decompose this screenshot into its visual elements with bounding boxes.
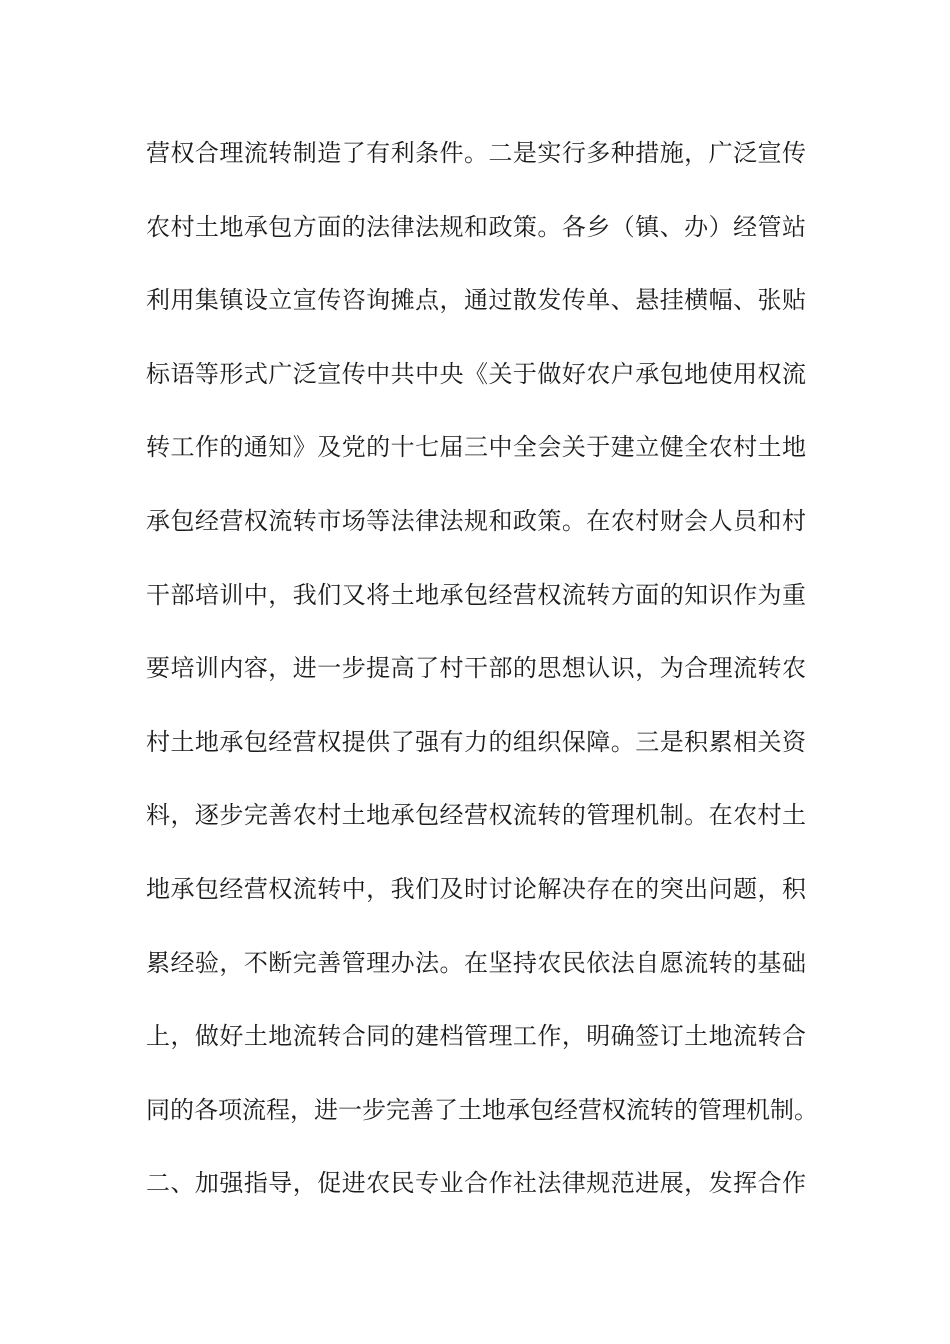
text-line: 地承包经营权流转中，我们及时讨论解决存在的突出问题，积 xyxy=(146,874,806,903)
text-line: 累经验，不断完善管理办法。在坚持农民依法自愿流转的基础 xyxy=(146,948,806,977)
text-line: 承包经营权流转市场等法律法规和政策。在农村财会人员和村 xyxy=(146,506,806,535)
section-heading-line: 二、加强指导，促进农民专业合作社法律规范进展，发挥合作 xyxy=(146,1169,806,1198)
text-line: 标语等形式广泛宣传中共中央《关于做好农户承包地使用权流 xyxy=(146,359,806,388)
text-line: 农村土地承包方面的法律法规和政策。各乡（镇、办）经管站 xyxy=(146,212,806,241)
text-line: 要培训内容，进一步提高了村干部的思想认识，为合理流转农 xyxy=(146,654,806,683)
body-text xyxy=(146,126,818,1230)
text-line: 上，做好土地流转合同的建档管理工作，明确签订土地流转合 xyxy=(146,1022,806,1051)
text-line: 料，逐步完善农村土地承包经营权流转的管理机制。在农村土 xyxy=(146,801,806,830)
text-line: 利用集镇设立宣传咨询摊点，通过散发传单、悬挂横幅、张贴 xyxy=(146,286,806,315)
text-line: 村土地承包经营权提供了强有力的组织保障。三是积累相关资 xyxy=(146,727,806,756)
text-line: 干部培训中，我们又将土地承包经营权流转方面的知识作为重 xyxy=(146,580,806,609)
text-line: 营权合理流转制造了有利条件。二是实行多种措施，广泛宣传 xyxy=(146,139,806,167)
text-line: 同的各项流程，进一步完善了土地承包经营权流转的管理机制。 xyxy=(146,1095,818,1124)
text-line: 转工作的通知》及党的十七届三中全会关于建立健全农村土地 xyxy=(146,433,806,462)
